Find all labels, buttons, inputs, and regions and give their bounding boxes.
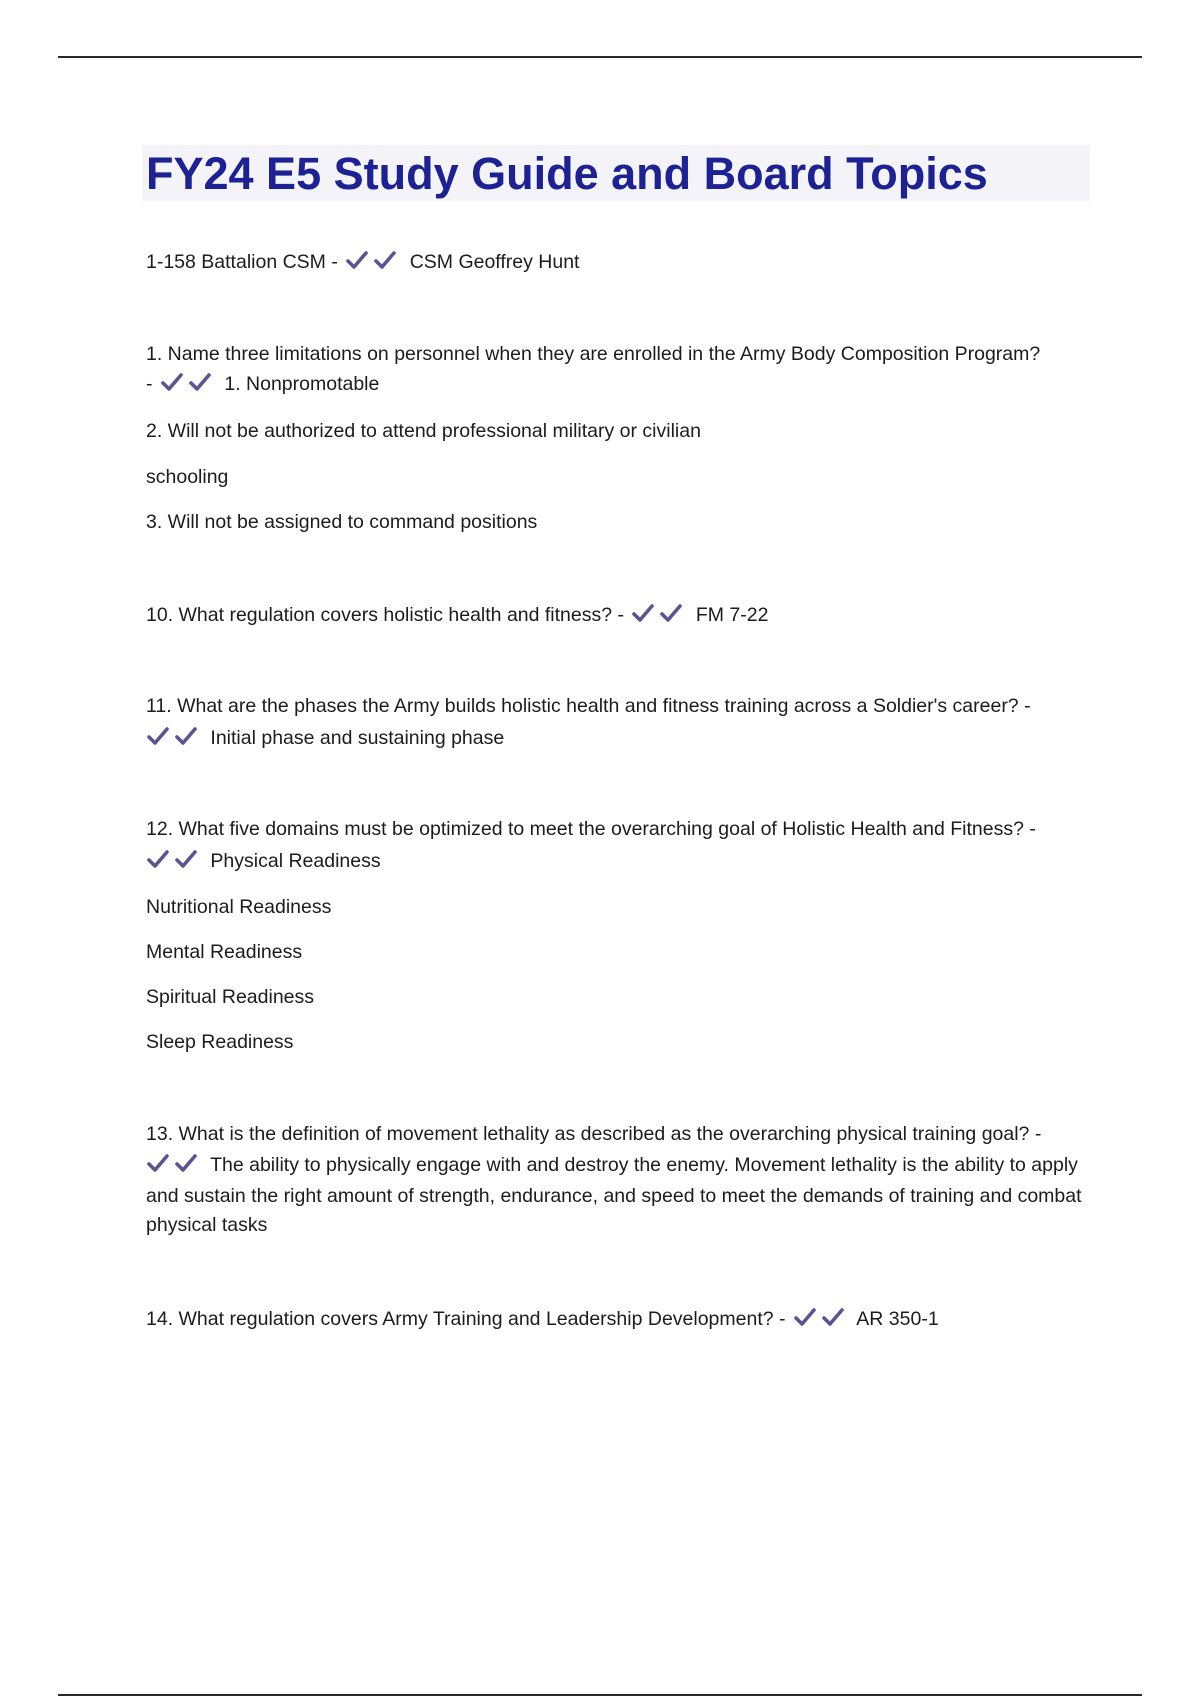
double-check-icon bbox=[160, 372, 216, 398]
answer-11 bbox=[146, 726, 504, 752]
answer-1 bbox=[146, 372, 379, 398]
answer-text: The ability to physically engage with and destroy the enemy. Movement lethality is the ability to apply and sustain the right amount of strength, endurance, and speed to meet the demands of training and combat physical tasks bbox=[146, 1154, 1082, 1236]
question-12: 12. What five domains must be optimized to meet the overarching goal of Holistic Health and Fitness? - bbox=[146, 818, 1036, 840]
answer-1-line-2: 2. Will not be authorized to attend professional military or civilian bbox=[146, 420, 701, 442]
check-icon bbox=[188, 372, 212, 392]
question-text: 14. What regulation covers Army Training and Leadership Development? - bbox=[146, 1308, 786, 1330]
dash-text: - bbox=[146, 373, 153, 395]
double-check-icon bbox=[146, 726, 202, 752]
double-check-icon bbox=[345, 250, 401, 276]
answer-12-item: Mental Readiness bbox=[146, 941, 303, 963]
check-icon bbox=[174, 1153, 198, 1173]
page-title: FY24 E5 Study Guide and Board Topics bbox=[146, 148, 988, 199]
check-icon bbox=[659, 603, 683, 623]
double-check-icon bbox=[146, 1153, 202, 1182]
answer-text: FM 7-22 bbox=[695, 604, 769, 626]
answer-text: Physical Readiness bbox=[210, 850, 381, 872]
question-text: 10. What regulation covers holistic health and fitness? - bbox=[146, 604, 625, 626]
top-rule bbox=[58, 56, 1142, 58]
check-icon bbox=[345, 250, 369, 270]
answer-1-line-4: 3. Will not be assigned to command positions bbox=[146, 511, 538, 533]
check-icon bbox=[146, 849, 170, 869]
check-icon bbox=[174, 726, 198, 746]
check-icon bbox=[146, 726, 170, 746]
question-text: 1-158 Battalion CSM - bbox=[146, 251, 338, 273]
double-check-icon bbox=[631, 603, 687, 629]
answer-12 bbox=[146, 849, 381, 875]
check-icon bbox=[793, 1307, 817, 1327]
check-icon bbox=[373, 250, 397, 270]
check-icon bbox=[821, 1307, 845, 1327]
answer-text: CSM Geoffrey Hunt bbox=[409, 251, 580, 273]
answer-12-item: Nutritional Readiness bbox=[146, 896, 332, 918]
answer-12-item: Sleep Readiness bbox=[146, 1031, 294, 1053]
answer-text: 1. Nonpromotable bbox=[224, 373, 380, 395]
entry-battalion-csm bbox=[146, 250, 579, 276]
check-icon bbox=[174, 849, 198, 869]
check-icon bbox=[146, 1153, 170, 1173]
answer-12-item: Spiritual Readiness bbox=[146, 986, 315, 1008]
question-13: 13. What is the definition of movement lethality as described as the overarching physical training goal? - bbox=[146, 1123, 1042, 1145]
entry-question-10 bbox=[146, 603, 768, 629]
double-check-icon bbox=[146, 849, 202, 875]
answer-13 bbox=[146, 1151, 1086, 1240]
question-11: 11. What are the phases the Army builds holistic health and fitness training across a Soldier's career? - bbox=[146, 695, 1031, 717]
bottom-rule bbox=[58, 1694, 1142, 1696]
answer-text: AR 350-1 bbox=[856, 1308, 939, 1330]
check-icon bbox=[631, 603, 655, 623]
answer-1-line-3: schooling bbox=[146, 466, 229, 488]
entry-question-14 bbox=[146, 1307, 939, 1333]
double-check-icon bbox=[793, 1307, 849, 1333]
question-1: 1. Name three limitations on personnel when they are enrolled in the Army Body Composition Program? bbox=[146, 343, 1041, 365]
answer-text: Initial phase and sustaining phase bbox=[210, 727, 505, 749]
check-icon bbox=[160, 372, 184, 392]
